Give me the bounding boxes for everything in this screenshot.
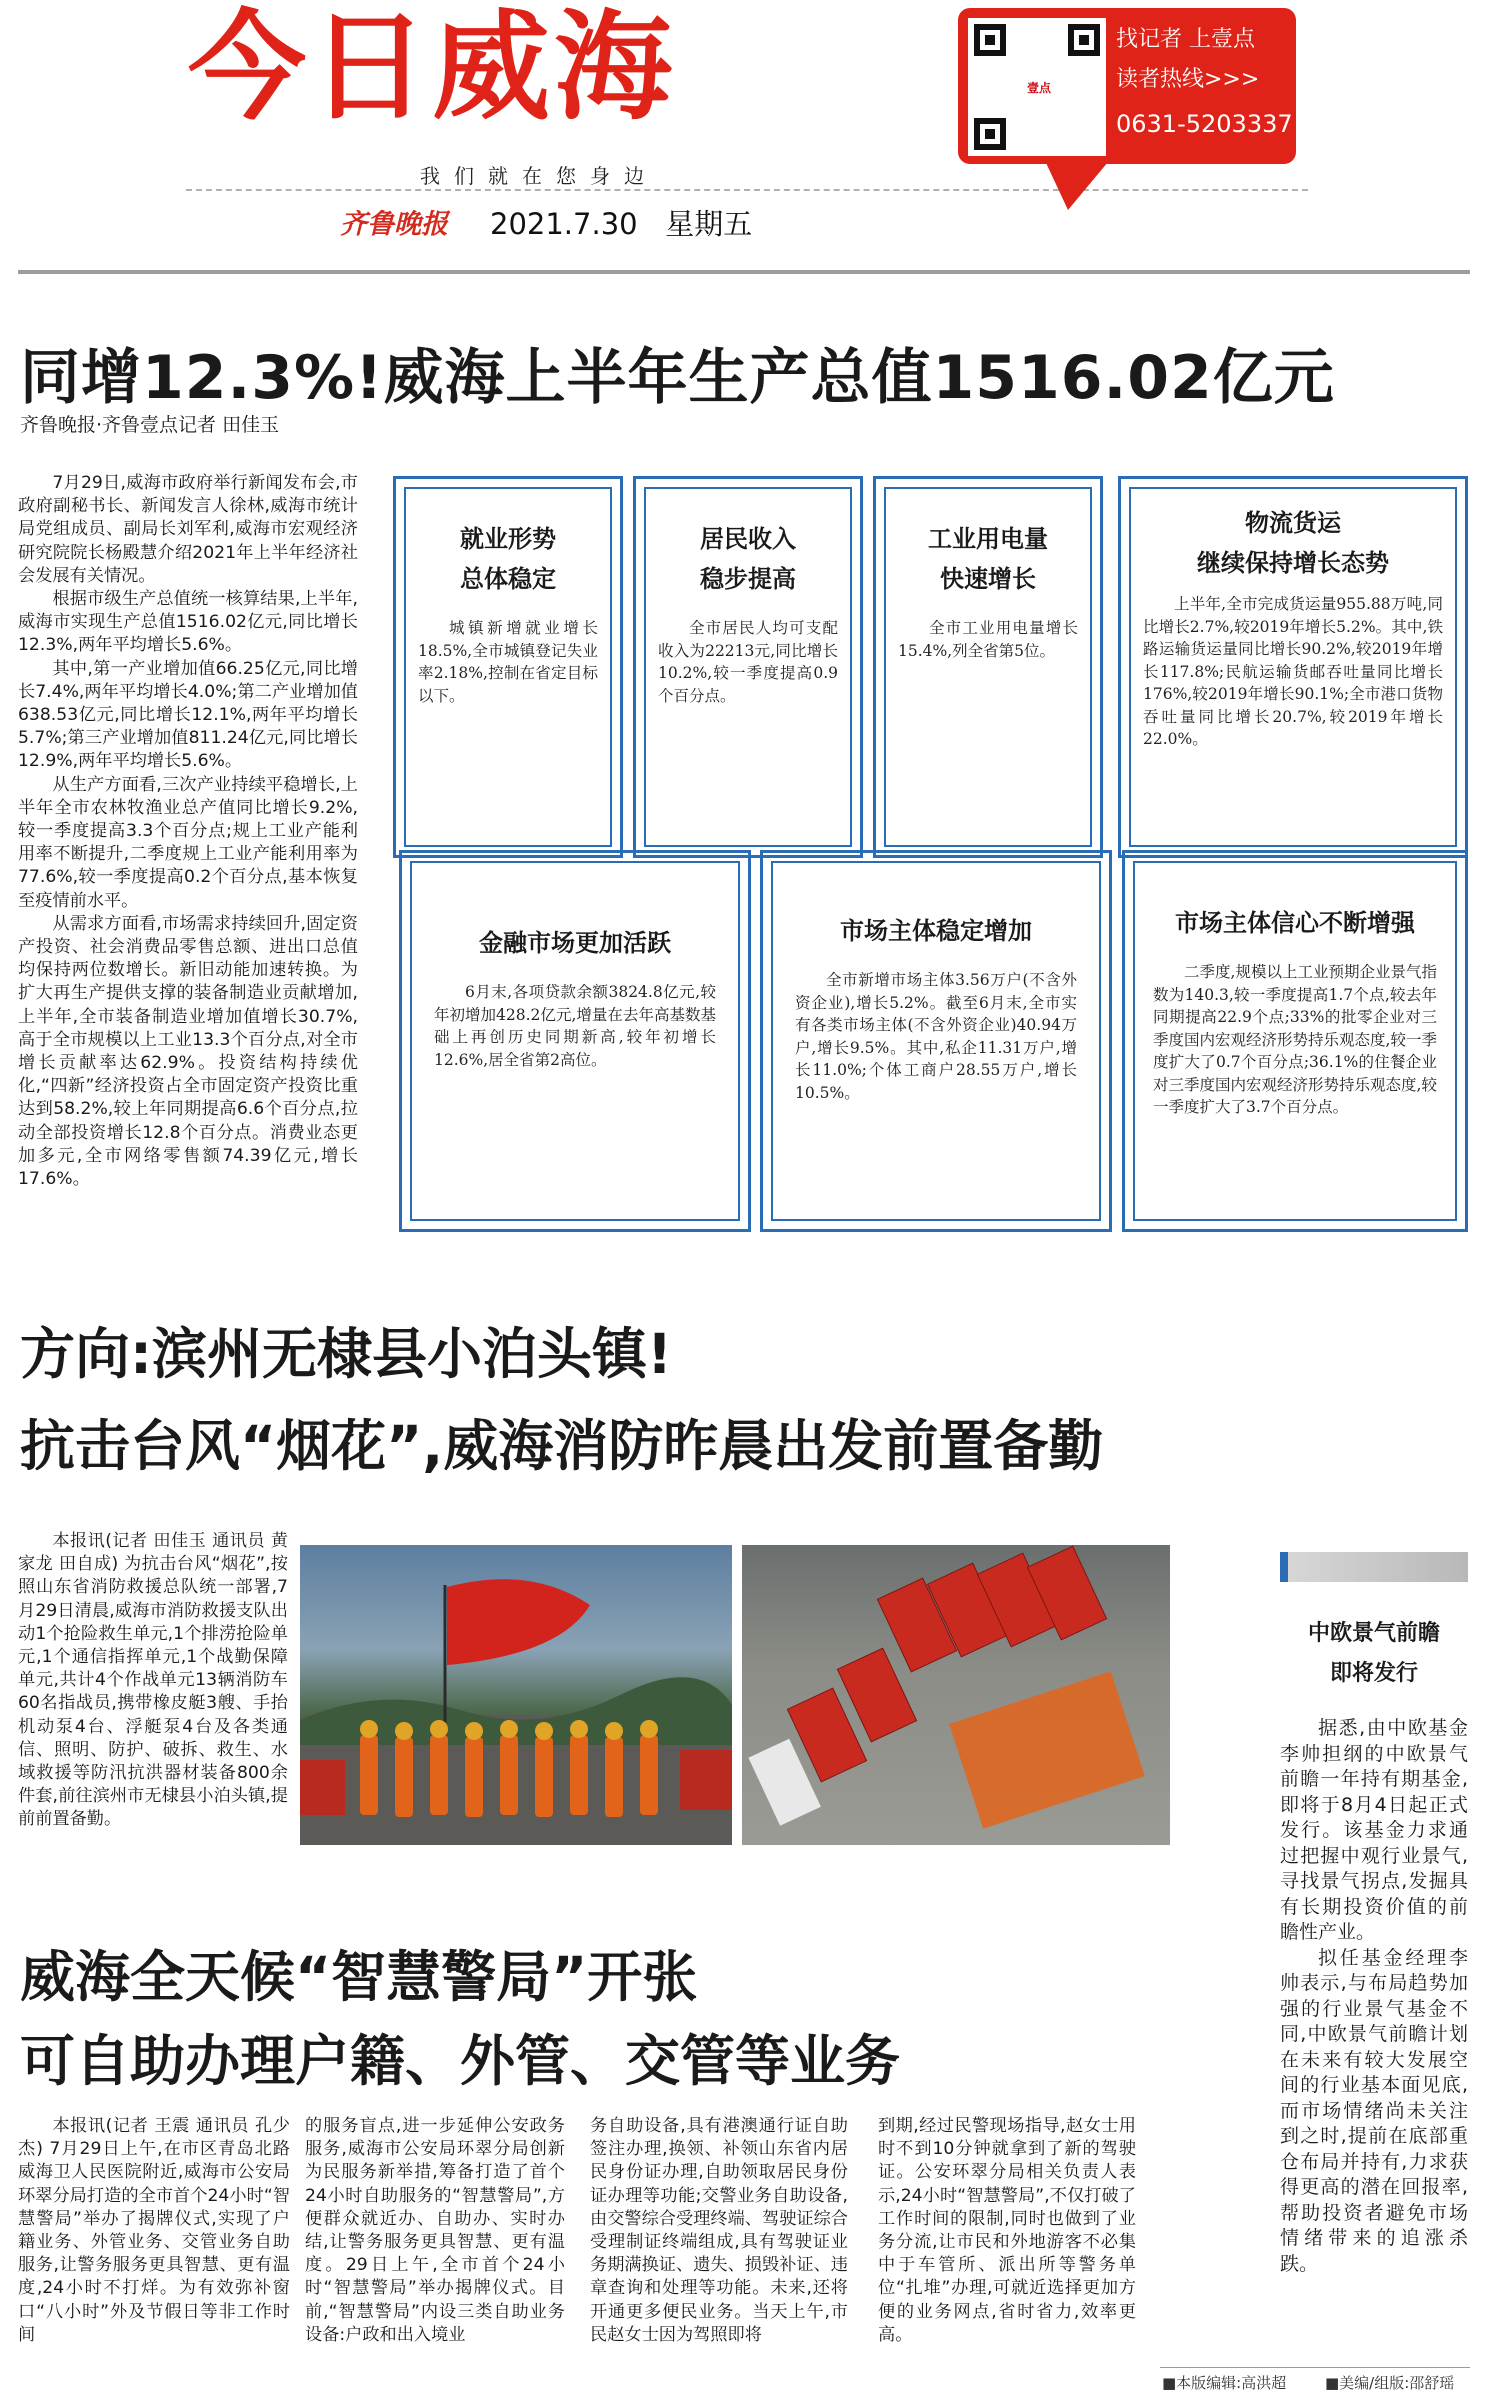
article-police-col-3	[590, 2115, 848, 2347]
flag-icon	[447, 1579, 590, 1665]
infobox-title: 金融市场更加活跃	[479, 929, 671, 957]
infobox-title: 工业用电量	[928, 525, 1048, 553]
infobox-market-entities	[760, 850, 1112, 1232]
infobox-title: 居民收入	[700, 525, 796, 553]
article-police-col-4	[878, 2115, 1136, 2347]
paragraph: 到期,经过民警现场指导,赵女士用时不到10分钟就拿到了新的驾驶证。公安环翠分局相关负责人表示,24小时“智慧警局”,不仅打破了工作时间的限制,同时也做到了业务分流,让市民和外地游客不必集中于车管所、派出所等警务单位“扎堆”办理,可就近选择更加方便的业务网点,省时省力,效率更高。	[878, 2116, 1136, 2345]
footer-editor: ■本版编辑:高洪超	[1162, 2374, 1287, 2392]
masthead-slogan: 我们就在您身边	[420, 164, 658, 188]
sidebar-title	[1280, 1614, 1468, 1694]
article-police-col-1	[18, 2115, 290, 2347]
photo-firefighters-flag	[300, 1545, 732, 1845]
paragraph: 本报讯(记者 王震 通讯员 孔少杰) 7月29日上午,在市区青岛北路威海卫人民医院附近,威海市公安局环翠分局打造的全市首个24小时“智慧警局”举办了揭牌仪式,实现了户籍业务、外管业务、交管业务自助服务,让警务服务更具智慧、更有温度,24小时不打烊。为有效弥补窗口“八小时”外及节假日等非工作时间	[18, 2116, 290, 2345]
headline-typhoon-2: 抗击台风“烟花”,威海消防昨晨出发前置备勤	[20, 1414, 1104, 1478]
hotline-box-tail	[1040, 150, 1118, 210]
article-police-col-2	[305, 2115, 565, 2347]
paragraph: 务自助设备,具有港澳通行证自助签注办理,换领、补领山东省内居民身份证办理,自助领取居民身份证办理等功能;交警业务自助设备,由交警综合受理终端、驾驶证综合受理制证终端组成,具有驾驶证业务期满换证、遗失、损毁补证、违章查询和处理等功能。未来,还将开通更多便民业务。当天上午,市民赵女士因为驾照即将	[590, 2116, 848, 2345]
qr-finder	[1068, 24, 1100, 56]
article-typhoon-body	[18, 1530, 288, 1832]
masthead-title: 今日威海	[188, 0, 677, 136]
hotline-slogan: 找记者 上壹点	[1116, 27, 1255, 52]
fire-trucks-illustration	[742, 1545, 1170, 1845]
infobox-title: 市场主体信心不断增强	[1175, 909, 1415, 937]
paragraph: 其中,第一产业增加值66.25亿元,同比增长7.4%,两年平均增长4.0%;第二产业增加值638.53亿元,同比增长12.1%,两年平均增长5.7%;第三产业增加值811.24亿元,同比增长12.9%,两年平均增长5.6%。	[18, 658, 358, 772]
infobox-text: 城镇新增就业增长18.5%,全市城镇登记失业率2.18%,控制在省定目标以下。	[418, 619, 598, 705]
infobox-text: 上半年,全市完成货运量955.88万吨,同比增长2.7%,较2019年增长5.2%。其中,铁路运输货运量同比增长90.2%,较2019年增长117.8%;民航运输货邮吞吐量同比增长176%,较2019年增长90.1%;全市港口货物吞吐量同比增长20.7%,较2019年增长22.0%。	[1143, 595, 1443, 748]
infobox-text: 全市新增市场主体3.56万户(不含外资企业),增长5.2%。截至6月末,全市实有各类市场主体(不含外资企业)40.94万户,增长9.5%。其中,私企11.31万户,增长11.0%;个体工商户28.55万户,增长10.5%。	[795, 971, 1077, 1102]
infobox-title: 市场主体稳定增加	[840, 917, 1032, 945]
byline-gdp: 齐鲁晚报·齐鲁壹点记者 田佳玉	[20, 414, 280, 436]
paragraph: 本报讯(记者 田佳玉 通讯员 黄家龙 田自成) 为抗击台风“烟花”,按照山东省消防救援总队统一部署,7月29日清晨,威海市消防救援支队出动1个抢险救生单元,1个排涝抢险单元,1个通信指挥单元,1个战勤保障单元,共计4个作战单元13辆消防车60名指战员,携带橡皮艇3艘、手抬机动泵4台、浮艇泵4台及各类通信、照明、防护、破拆、救生、水域救援等防汛抗洪器材装备800余件套,前往滨州市无棣县小泊头镇,提前前置备勤。	[18, 1531, 288, 1830]
infobox-title: 物流货运	[1245, 509, 1341, 537]
infobox-text: 6月末,各项贷款余额3824.8亿元,较年初增加428.2亿元,增量在去年高基数基础上再创历史同期新高,较年初增长12.6%,居全省第2高位。	[434, 983, 716, 1069]
infobox-title: 快速增长	[940, 565, 1036, 593]
headline-typhoon-1: 方向:滨州无棣县小泊头镇!	[20, 1322, 673, 1386]
footer-divider	[1160, 2367, 1470, 2368]
headline-gdp: 同增12.3%!威海上半年生产总值1516.02亿元	[20, 343, 1335, 413]
firefighters-illustration	[300, 1545, 732, 1845]
infobox-text: 全市工业用电量增长15.4%,列全省第5位。	[898, 619, 1078, 660]
paragraph: 7月29日,威海市政府举行新闻发布会,市政府副秘书长、新闻发言人徐林,威海市统计局党组成员、副局长刘军利,威海市宏观经济研究院院长杨殿慧介绍2021年上半年经济社会发展有关情况。	[18, 473, 358, 586]
infobox-title: 稳步提高	[700, 565, 796, 593]
infobox-text: 全市居民人均可支配收入为22213元,同比增长10.2%,较一季度提高0.9个百分点。	[658, 619, 838, 705]
sidebar-title-line: 即将发行	[1329, 1661, 1418, 1686]
infobox-income	[633, 476, 863, 858]
paragraph: 的服务盲点,进一步延伸公安政务服务,威海市公安局环翠分局创新为民服务新举措,筹备打造了首个24小时自助服务的“智慧警局”,方便群众就近办、自助办、实时办结,让警务服务更具智慧、更有温度。29日上午,全市首个24小时“智慧警局”举办揭牌仪式。目前,“智慧警局”内设三类自助业务设备:户政和出入境业	[305, 2116, 565, 2345]
paragraph: 从需求方面看,市场需求持续回升,固定资产投资、社会消费品零售总额、进出口总值均保持两位数增长。新旧动能加速转换。为扩大再生产提供支撑的装备制造业贡献增加,上半年,全市装备制造业增加值增长30.7%,高于全市规模以上工业13.3个百分点,对全市增长贡献率达62.9%。投资结构持续优化,“四新”经济投资占全市固定资产投资比重达到58.2%,较上年同期提高6.6个百分点,拉动全部投资增长12.8个百分点。消费业态更加多元,全市网络零售额74.39亿元,增长17.6%。	[18, 913, 358, 1190]
infobox-title: 就业形势	[460, 525, 556, 553]
qr-tag: 壹点	[1024, 78, 1054, 97]
sidebar-title-line: 中欧景气前瞻	[1307, 1621, 1440, 1646]
hotline-label: 读者热线>>>	[1116, 67, 1260, 92]
issue-weekday: 星期五	[665, 207, 753, 241]
sidebar-header-bar	[1280, 1552, 1468, 1582]
infobox-confidence	[1122, 850, 1468, 1232]
paragraph: 拟任基金经理李帅表示,与布局趋势加强的行业景气基金不同,中欧景气前瞻计划在未来有较大发展空间的行业基本面见底,而市场情绪尚未关注到之时,提前在底部重仓布局并持有,力求获得更高的潜在回报率,帮助投资者避免市场情绪带来的追涨杀跌。	[1280, 1946, 1468, 2275]
qr-code-icon[interactable]	[968, 18, 1106, 156]
paragraph: 从生产方面看,三次产业持续平稳增长,上半年全市农林牧渔业总产值同比增长9.2%,较一季度提高3.3个百分点;规上工业产能利用率不断提升,二季度规上工业产能利用率为77.6%,较一季度提高0.2个百分点,基本恢复至疫情前水平。	[18, 774, 358, 911]
qr-finder	[974, 118, 1006, 150]
issue-date-value: 2021.7.30	[490, 207, 638, 241]
headline-smart-police-1: 威海全天候“智慧警局”开张	[20, 1945, 698, 2009]
masthead-divider	[186, 189, 1308, 191]
infobox-title: 继续保持增长态势	[1197, 549, 1389, 577]
qr-finder	[974, 24, 1006, 56]
headline-smart-police-2: 可自助办理户籍、外管、交管等业务	[20, 2029, 901, 2093]
infobox-title: 总体稳定	[460, 565, 556, 593]
paper-name-logo: 齐鲁晚报	[340, 209, 448, 240]
article-gdp-body	[18, 472, 358, 1191]
paragraph: 据悉,由中欧基金李帅担纲的中欧景气前瞻一年持有期基金,即将于8月4日起正式发行。该基金力求通过把握中观行业景气,寻找景气拐点,发掘具有长期投资价值的前瞻性产业。	[1280, 1717, 1468, 1943]
infobox-electricity	[873, 476, 1103, 858]
sidebar-body	[1280, 1716, 1468, 2277]
paragraph: 根据市级生产总值统一核算结果,上半年,威海市实现生产总值1516.02亿元,同比增长12.3%,两年平均增长5.6%。	[18, 589, 358, 656]
fire-trucks-photo	[742, 1545, 1170, 1845]
top-divider	[18, 270, 1470, 274]
hotline-phone[interactable]: 0631-5203337	[1116, 110, 1293, 138]
infobox-finance	[399, 850, 751, 1232]
issue-date	[490, 202, 752, 243]
footer-designer: ■美编/组版:邵舒瑶	[1325, 2374, 1455, 2392]
infobox-employment	[393, 476, 623, 858]
infobox-text: 二季度,规模以上工业预期企业景气指数为140.3,较一季度提高1.7个点,较去年同期提高22.9个点;33%的批零企业对三季度国内宏观经济形势持乐观态度,较一季度扩大了0.7个百分点;36.1%的住餐企业对三季度国内宏观经济形势持乐观态度,较一季度扩大了3.7个百分点。	[1153, 963, 1437, 1116]
infobox-logistics	[1118, 476, 1468, 858]
